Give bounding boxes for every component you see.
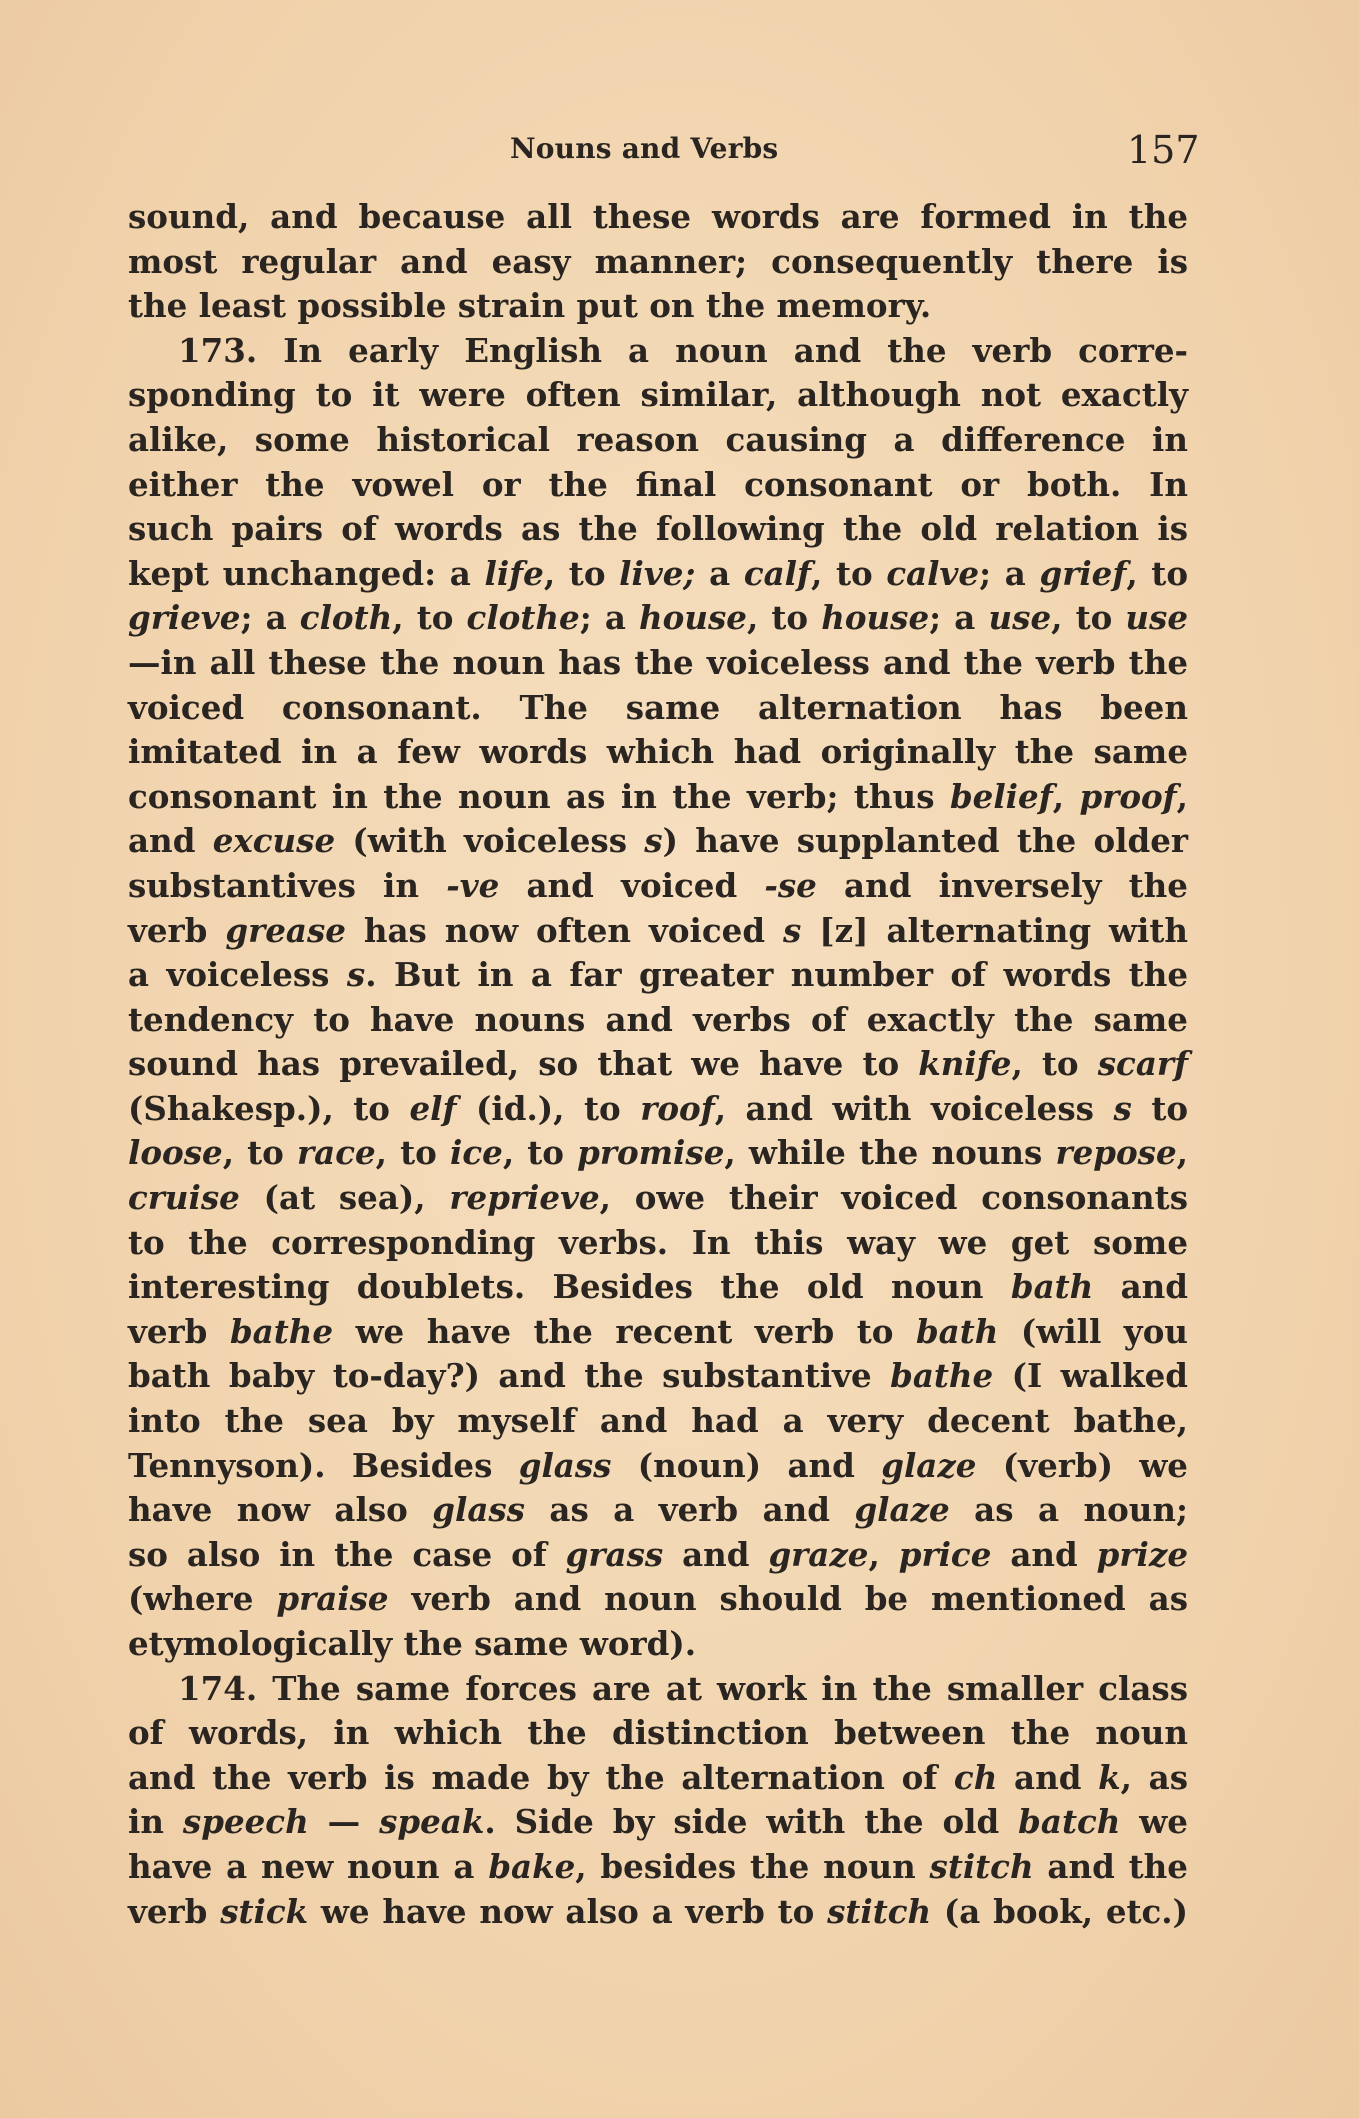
italic-word: s (644, 821, 663, 861)
text-segment: interesting doublets. Besides the old noun (128, 1267, 1011, 1307)
text-segment: ; a (579, 598, 640, 638)
text-line (128, 240, 1188, 285)
body-text (128, 195, 1188, 1934)
text-segment: imitated in a few words which had originally the same (128, 732, 1188, 772)
italic-word: knife (918, 1044, 1012, 1084)
italic-word: bathe (229, 1311, 334, 1351)
text-segment: and the verb is made by the alternation of (128, 1757, 954, 1797)
text-line (128, 1399, 1188, 1444)
text-segment: consonant in the noun as in the verb; thus (128, 776, 950, 816)
italic-word: prize (1096, 1534, 1188, 1574)
italic-word: stitch (929, 1846, 1034, 1886)
page-number: 157 (1127, 128, 1200, 172)
italic-word: race (297, 1133, 376, 1173)
text-line (128, 418, 1188, 463)
text-line (128, 775, 1188, 820)
text-segment: kept unchanged: a (128, 553, 485, 593)
text-line (128, 1711, 1188, 1756)
text-segment: bath baby to-day?) and the substantive (128, 1356, 891, 1396)
text-segment: (noun) and (611, 1445, 882, 1485)
italic-word: grease (225, 910, 346, 950)
italic-word: calve (886, 553, 980, 593)
text-segment: , to (1126, 553, 1188, 593)
text-segment: ; a (240, 598, 300, 638)
text-segment: , and with voiceless (714, 1088, 1114, 1128)
text-line (128, 284, 1188, 329)
text-segment: as a verb and (524, 1490, 855, 1530)
text-segment: the least possible strain put on the memory. (128, 286, 932, 326)
italic-word: scarf (1097, 1044, 1188, 1084)
text-segment: so also in the case of (128, 1534, 566, 1574)
text-segment: verb (128, 1891, 221, 1931)
text-segment: , (1176, 1133, 1188, 1173)
text-line (128, 1667, 1188, 1712)
text-segment: , to (392, 598, 467, 638)
text-line (128, 1265, 1188, 1310)
text-line (128, 463, 1188, 508)
text-segment: a (695, 553, 744, 593)
italic-word: glaze (881, 1445, 977, 1485)
italic-word: ch (953, 1757, 998, 1797)
text-line (128, 686, 1188, 731)
italic-word: proof (1079, 776, 1177, 816)
italic-word: speak (379, 1802, 485, 1842)
text-line (128, 1042, 1188, 1087)
text-line (128, 1577, 1188, 1622)
text-segment: verb and noun should be mentioned as (388, 1579, 1188, 1619)
italic-word: cloth (299, 598, 393, 638)
italic-word: stick (220, 1891, 309, 1931)
text-line (128, 373, 1188, 418)
text-line (128, 953, 1188, 998)
text-segment: etymologically the same word). (128, 1624, 697, 1663)
text-segment: Tennyson). Besides (128, 1445, 519, 1485)
text-line (128, 195, 1188, 240)
italic-word: promise (577, 1133, 725, 1173)
italic-word: repose (1055, 1133, 1177, 1173)
text-segment: and the (1033, 1846, 1188, 1886)
italic-word: clothe (466, 598, 580, 638)
text-segment: most regular and easy manner; consequently there is (128, 241, 1188, 281)
italic-word: s (346, 955, 366, 995)
text-segment: a voiceless (128, 955, 347, 995)
italic-word: speech (182, 1802, 309, 1842)
text-segment: (verb) we (976, 1445, 1188, 1485)
text-segment: sound, and because all these words are formed in the (128, 197, 1188, 236)
text-segment: —in all these the noun has the voiceless and the verb the (128, 642, 1188, 682)
italic-word: house (639, 598, 747, 638)
text-segment: verb (128, 910, 226, 950)
text-line (128, 1800, 1188, 1845)
text-segment: has now often voiced (345, 910, 784, 950)
italic-word: calf (743, 553, 811, 593)
italic-word: price (898, 1534, 992, 1574)
text-segment: , to (375, 1133, 450, 1173)
text-line (128, 1444, 1188, 1489)
text-segment: alike, some historical reason causing a difference in (128, 419, 1188, 459)
italic-word: glaze (854, 1490, 950, 1530)
text-line (128, 1176, 1188, 1221)
italic-word: life (484, 553, 544, 593)
italic-word: bathe (890, 1356, 994, 1396)
text-segment: sponding to it were often similar, although not exactly (128, 375, 1188, 415)
italic-word: stitch (827, 1891, 932, 1931)
italic-word: glass (432, 1490, 525, 1530)
text-segment: (where (128, 1579, 277, 1619)
text-segment: , owe their voiced consonants (599, 1178, 1188, 1218)
text-line (128, 641, 1188, 686)
text-segment: , to (811, 553, 887, 593)
text-segment: . Side by side with the old (484, 1802, 1019, 1842)
text-line (128, 1131, 1188, 1176)
text-line (128, 552, 1188, 597)
text-segment: . But in a far greater number of words the (365, 955, 1188, 995)
text-segment: (id.), to (456, 1088, 641, 1128)
text-segment: In early English a noun and the verb corre- (257, 330, 1188, 370)
text-line (128, 329, 1188, 374)
text-line (128, 909, 1188, 954)
italic-word: bath (915, 1311, 999, 1351)
italic-word: praise (276, 1579, 389, 1619)
paragraph-number: 174. (178, 1668, 258, 1708)
text-segment: , (1052, 776, 1080, 816)
italic-word: grass (565, 1534, 664, 1574)
text-segment: either the vowel or the final consonant or both. In (128, 464, 1188, 504)
italic-word: -se (764, 865, 817, 905)
running-head (0, 128, 1359, 172)
text-segment: as a noun; (949, 1490, 1189, 1530)
text-segment: (Shakesp.), to (128, 1088, 410, 1128)
italic-word: elf (409, 1088, 457, 1128)
text-segment: and (128, 821, 213, 861)
text-segment: substantives in (128, 865, 447, 905)
text-segment: and (997, 1757, 1099, 1797)
italic-word: s (1113, 1088, 1132, 1128)
text-segment: , to (1051, 598, 1126, 638)
text-segment: , to (1011, 1044, 1098, 1084)
text-segment: , as (1120, 1757, 1188, 1797)
text-segment: , to (746, 598, 822, 638)
italic-word: ice (450, 1133, 503, 1173)
text-segment: , to (502, 1133, 578, 1173)
text-line (128, 998, 1188, 1043)
text-line (128, 1310, 1188, 1355)
text-segment: in (128, 1802, 183, 1842)
text-line (128, 596, 1188, 641)
italic-word: use (988, 598, 1052, 638)
text-segment: , (1176, 776, 1188, 816)
text-segment: sound has prevailed, so that we have to (128, 1044, 919, 1084)
text-segment: (will you (998, 1311, 1189, 1351)
text-segment: such pairs of words as the following the old relation is (128, 509, 1188, 549)
italic-word: belief (949, 776, 1053, 816)
text-segment: , while the nouns (724, 1133, 1056, 1173)
text-segment: and inversely the (816, 865, 1188, 905)
text-segment: we (1120, 1802, 1188, 1842)
italic-word: grieve (128, 598, 241, 638)
text-segment: (with voiceless (335, 821, 645, 861)
italic-word: batch (1018, 1802, 1121, 1842)
italic-word: k (1098, 1757, 1121, 1797)
italic-word: grief (1039, 553, 1127, 593)
text-segment: and voiced (499, 865, 765, 905)
text-segment: have a new noun a (128, 1846, 489, 1886)
text-line (128, 1622, 1188, 1667)
text-line (128, 507, 1188, 552)
text-line (128, 1488, 1188, 1533)
text-segment: — (308, 1802, 380, 1842)
text-line (128, 1087, 1188, 1132)
text-segment: verb (128, 1311, 230, 1351)
text-line (128, 1845, 1188, 1890)
text-segment: [z] alternating with (801, 910, 1188, 950)
italic-word: excuse (212, 821, 336, 861)
text-segment: (I walked (993, 1356, 1188, 1396)
text-segment: to the corresponding verbs. In this way we get some (128, 1222, 1188, 1262)
text-segment: The same forces are at work in the smaller class (257, 1668, 1188, 1708)
text-segment: and (1093, 1267, 1188, 1307)
text-line (128, 1756, 1188, 1801)
text-segment: and (991, 1534, 1097, 1574)
text-segment: , besides the noun (575, 1846, 930, 1886)
text-line (128, 819, 1188, 864)
italic-word: s (783, 910, 802, 950)
text-segment: have now also (128, 1490, 433, 1530)
text-line (128, 864, 1188, 909)
italic-word: -ve (446, 865, 500, 905)
text-segment: , to (222, 1133, 298, 1173)
text-segment: (a book, etc.) (931, 1891, 1188, 1931)
text-segment: , (868, 1534, 899, 1574)
paragraph-number: 173. (178, 330, 258, 370)
text-line (128, 730, 1188, 775)
text-segment: ) have supplanted the older (662, 821, 1189, 861)
italic-word: graze (768, 1534, 869, 1574)
text-line (128, 1533, 1188, 1578)
italic-word: live; (619, 553, 696, 593)
text-segment: and (663, 1534, 769, 1574)
italic-word: house (821, 598, 930, 638)
text-segment: ; a (979, 553, 1040, 593)
italic-word: glass (518, 1445, 612, 1485)
text-segment: voiced consonant. The same alternation has been (128, 687, 1188, 727)
italic-word: reprieve (449, 1178, 600, 1218)
text-line (128, 1890, 1188, 1935)
text-segment: (at sea), (239, 1178, 450, 1218)
text-segment: , to (543, 553, 620, 593)
text-segment: of words, in which the distinction between the noun (128, 1713, 1188, 1753)
italic-word: loose (128, 1133, 223, 1173)
text-segment: ; a (929, 598, 989, 638)
text-line (128, 1354, 1188, 1399)
text-line (128, 1221, 1188, 1266)
running-title: Nouns and Verbs (510, 132, 779, 165)
italic-word: bake (488, 1846, 576, 1886)
italic-word: roof (640, 1088, 715, 1128)
text-segment: we have now also a verb to (308, 1891, 828, 1931)
text-segment: tendency to have nouns and verbs of exactly the same (128, 999, 1188, 1039)
italic-word: bath (1010, 1267, 1094, 1307)
text-segment: to (1131, 1088, 1189, 1128)
italic-word: cruise (128, 1178, 240, 1218)
italic-word: use (1125, 598, 1189, 638)
text-segment: we have the recent verb to (333, 1311, 916, 1351)
text-segment: into the sea by myself and had a very decent bathe, (128, 1401, 1188, 1441)
